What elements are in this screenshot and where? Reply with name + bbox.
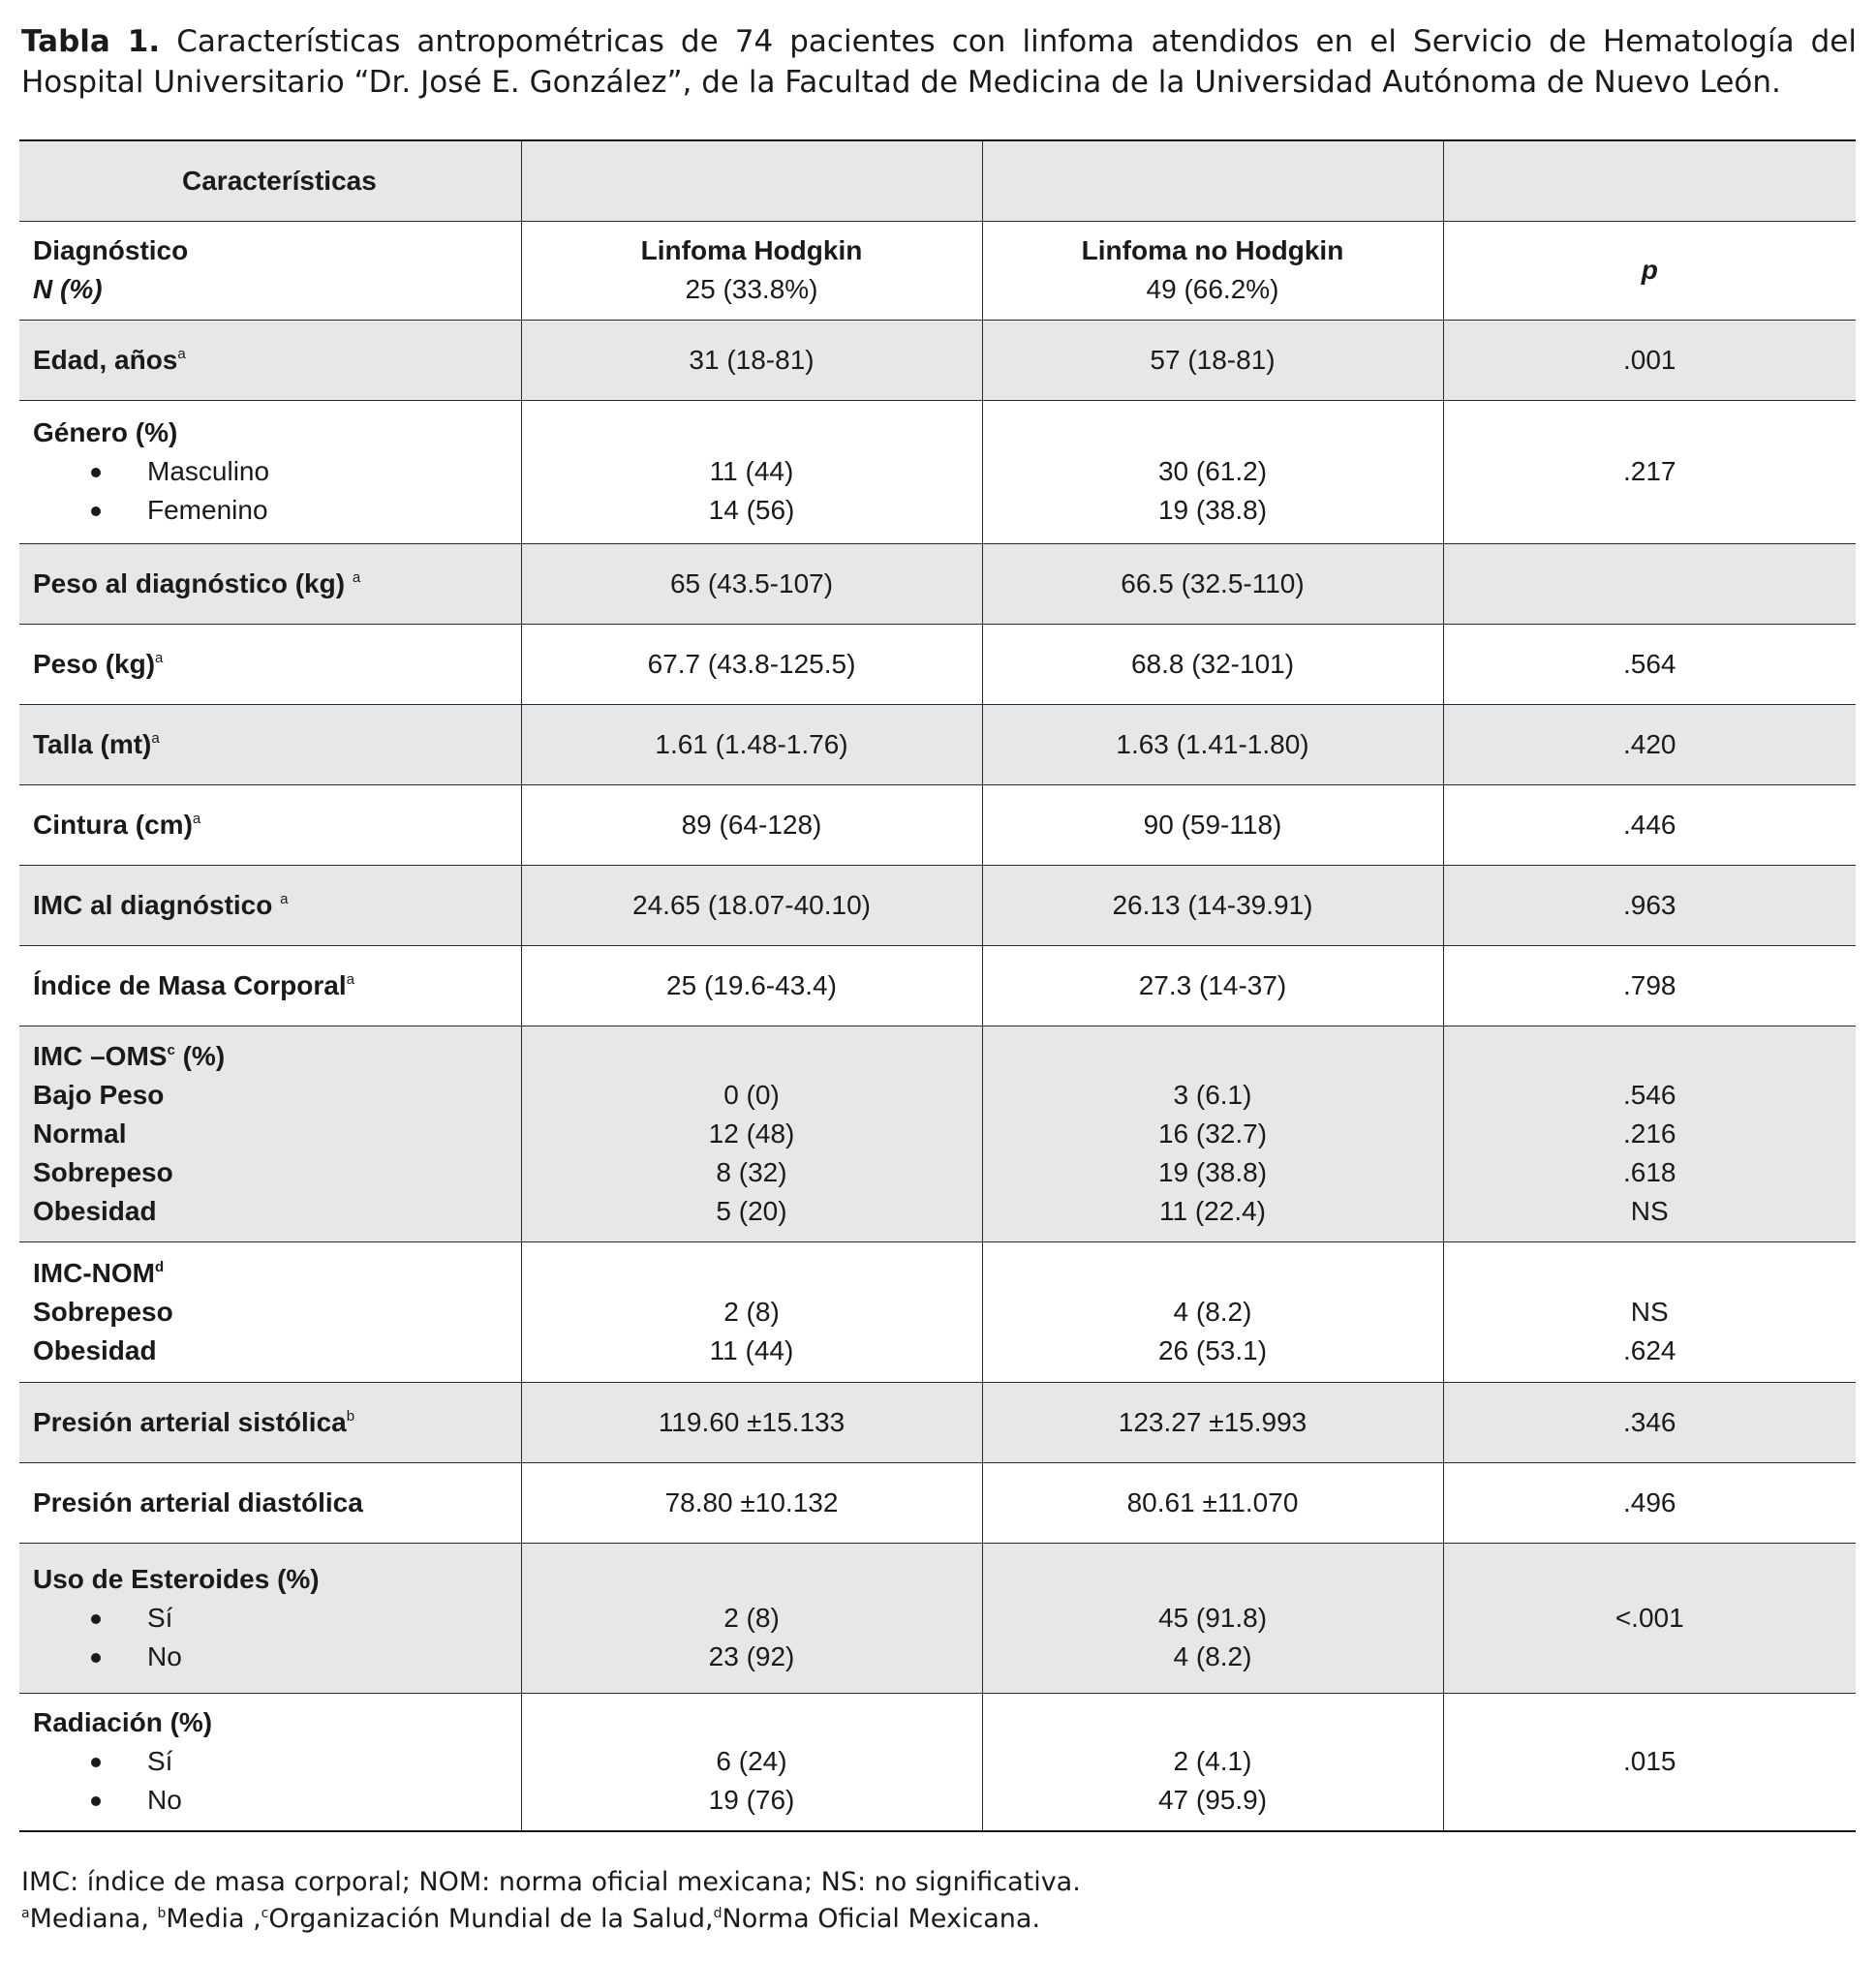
p-header: p: [1641, 255, 1658, 285]
header-cell-empty: [982, 140, 1443, 221]
sub-label: No: [147, 1785, 182, 1816]
p-value: .546: [1623, 1079, 1676, 1110]
hodgkin-value: 12 (48): [708, 1118, 795, 1149]
table-row: [19, 1462, 1856, 1543]
hodgkin-value: 1.61 (1.48-1.76): [521, 704, 982, 784]
hodgkin-values-cell: [521, 1241, 982, 1382]
table-row: [19, 1241, 1856, 1382]
p-value: .446: [1443, 784, 1856, 865]
row-label: Uso de Esteroides (%): [33, 1563, 320, 1594]
non-hodgkin-value: 16 (32.7): [1157, 1118, 1268, 1149]
table-row: [19, 624, 1856, 704]
non-hodgkin-value: 11 (22.4): [1159, 1195, 1266, 1226]
non-hodgkin-values-cell: [982, 1543, 1443, 1693]
non-hodgkin-value: 3 (6.1): [1173, 1079, 1252, 1110]
table-row: [19, 400, 1856, 543]
diagnosis-label: Diagnóstico: [33, 235, 189, 265]
non-hodgkin-n: 49 (66.2%): [1146, 274, 1279, 304]
hodgkin-value: 2 (8): [723, 1602, 780, 1633]
hodgkin-values-cell: [521, 400, 982, 543]
non-hodgkin-value: 47 (95.9): [1157, 1785, 1268, 1816]
sub-label: Normal: [33, 1118, 127, 1149]
row-label: IMC-NOM$^d$: [33, 1257, 165, 1288]
row-label: Edad, años: [33, 344, 178, 375]
sub-label: No: [147, 1640, 182, 1671]
p-value: .564: [1443, 624, 1856, 704]
non-hodgkin-value: 90 (59-118): [982, 784, 1443, 865]
hodgkin-value: 119.60 ±15.133: [521, 1382, 982, 1462]
hodgkin-value: 5 (20): [716, 1195, 787, 1226]
bullet-item: [33, 491, 507, 530]
non-hodgkin-value: 1.63 (1.41-1.80): [982, 704, 1443, 784]
table-caption: [21, 21, 1857, 103]
characteristics-table: [19, 139, 1856, 1832]
hodgkin-value: 89 (64-128): [521, 784, 982, 865]
row-label: Peso al diagnóstico (kg): [33, 567, 346, 598]
hodgkin-value: 0 (0): [723, 1079, 780, 1110]
row-label: IMC –OMS$^c$ (%): [33, 1040, 226, 1071]
hodgkin-value: 2 (8): [723, 1296, 780, 1327]
diagnosis-row: [19, 221, 1856, 320]
sub-label: Bajo Peso: [33, 1079, 165, 1110]
hodgkin-values-cell: [521, 1026, 982, 1241]
bullet-item: [33, 1781, 507, 1820]
hodgkin-value: 31 (18-81): [521, 320, 982, 400]
table-row: [19, 543, 1856, 624]
sub-label: Obesidad: [33, 1334, 157, 1365]
row-label: Índice de Masa Corporal: [33, 969, 347, 1000]
sub-label: Obesidad: [33, 1195, 157, 1226]
row-label: IMC al diagnóstico: [33, 889, 273, 920]
p-values-cell: [1443, 1241, 1856, 1382]
hodgkin-n: 25 (33.8%): [685, 274, 818, 304]
non-hodgkin-value: 30 (61.2): [1157, 456, 1268, 486]
hodgkin-value: 78.80 ±10.132: [521, 1462, 982, 1543]
footnote-marker: a: [177, 345, 186, 362]
row-label-cell: [19, 543, 521, 624]
non-hodgkin-value: 19 (38.8): [1157, 1156, 1268, 1187]
row-label: Presión arterial diastólica: [33, 1486, 363, 1517]
non-hodgkin-value: 26.13 (14-39.91): [982, 865, 1443, 945]
bullet-item: [33, 1638, 507, 1676]
footnote-marker: a: [192, 810, 201, 827]
header-cell-empty: [521, 140, 982, 221]
table-row: [19, 784, 1856, 865]
hodgkin-value: 6 (24): [716, 1746, 787, 1777]
table-row: [19, 945, 1856, 1026]
p-value: .798: [1443, 945, 1856, 1026]
footnote-marker: c: [167, 1041, 175, 1058]
header-cell-empty: [1443, 140, 1856, 221]
p-value: NS: [1630, 1296, 1669, 1327]
p-header-cell: [1443, 221, 1856, 320]
hodgkin-value: 8 (32): [716, 1156, 787, 1187]
footnote-marker: b: [346, 1407, 355, 1425]
non-hodgkin-values-cell: [982, 1693, 1443, 1831]
table-row: [19, 865, 1856, 945]
row-label: Talla (mt): [33, 728, 152, 759]
non-hodgkin-value: 2 (4.1): [1173, 1746, 1252, 1777]
hodgkin-header-cell: [521, 221, 982, 320]
p-value: .217: [1443, 400, 1856, 543]
table-row: [19, 1382, 1856, 1462]
row-label-cell: [19, 704, 521, 784]
row-label-cell: [19, 784, 521, 865]
non-hodgkin-value: 68.8 (32-101): [982, 624, 1443, 704]
n-percent-label: N (%): [33, 274, 103, 304]
footnote-marker: a: [352, 568, 361, 586]
p-value: .420: [1443, 704, 1856, 784]
non-hodgkin-header-cell: [982, 221, 1443, 320]
table-row: [19, 704, 1856, 784]
p-value: .216: [1623, 1118, 1676, 1149]
row-label: Peso (kg): [33, 648, 156, 679]
p-value: NS: [1630, 1195, 1669, 1226]
p-value: <.001: [1443, 1543, 1856, 1693]
header-cell-characteristics: [19, 140, 521, 221]
diagnosis-label-cell: [19, 221, 521, 320]
footnote-markers: $^a$Mediana, $^b$Media ,$^c$Organización Mundial de la Salud,$^d$Norma Oficial Mexicana.: [21, 1904, 1041, 1934]
hodgkin-value: 19 (76): [708, 1785, 795, 1816]
sub-label: Femenino: [147, 495, 268, 525]
row-label-cell: [19, 945, 521, 1026]
p-value: .496: [1443, 1462, 1856, 1543]
sub-label: Sobrepeso: [33, 1296, 173, 1327]
non-hodgkin-value: 4 (8.2): [1173, 1296, 1252, 1327]
footnote-marker: a: [346, 970, 354, 988]
hodgkin-values-cell: [521, 1693, 982, 1831]
non-hodgkin-value: 27.3 (14-37): [982, 945, 1443, 1026]
row-label: Radiación (%): [33, 1707, 213, 1738]
bullet-item: [33, 452, 507, 491]
table-header-row: [19, 140, 1856, 221]
sub-label: Sí: [147, 1746, 173, 1777]
sub-label: Sobrepeso: [33, 1156, 173, 1187]
non-hodgkin-value: 26 (53.1): [1157, 1334, 1268, 1365]
row-label-cell: [19, 320, 521, 400]
non-hodgkin-values-cell: [982, 1026, 1443, 1241]
footnote-marker: a: [280, 890, 289, 907]
table-row: [19, 320, 1856, 400]
table-row: [19, 1543, 1856, 1693]
p-value: .963: [1443, 865, 1856, 945]
non-hodgkin-header: Linfoma no Hodgkin: [1081, 235, 1344, 265]
row-label-cell: [19, 624, 521, 704]
row-label-cell: [19, 1462, 521, 1543]
non-hodgkin-values-cell: [982, 1241, 1443, 1382]
non-hodgkin-value: 66.5 (32.5-110): [982, 543, 1443, 624]
row-label: Presión arterial sistólica: [33, 1406, 347, 1437]
hodgkin-value: 24.65 (18.07-40.10): [521, 865, 982, 945]
p-value: [1443, 543, 1856, 624]
row-label-cell: [19, 400, 521, 543]
caption-text: Características antropométricas de 74 pacientes con linfoma atendidos en el Servicio de Hematología del Hospital Universitario “Dr. José E. González”, de la Facultad de Medicina de la Universidad Autónoma de Nuevo León.: [21, 24, 1857, 100]
row-label-cell: [19, 1543, 521, 1693]
bullet-item: [33, 1599, 507, 1638]
non-hodgkin-value: 19 (38.8): [1157, 495, 1268, 525]
non-hodgkin-values-cell: [982, 400, 1443, 543]
caption-label: Tabla 1.: [21, 24, 161, 59]
footnote-marker: a: [155, 649, 164, 666]
row-label-cell: [19, 1241, 521, 1382]
hodgkin-values-cell: [521, 1543, 982, 1693]
hodgkin-value: 65 (43.5-107): [521, 543, 982, 624]
table-row: [19, 1026, 1856, 1241]
bullet-item: [33, 1742, 507, 1781]
hodgkin-value: 14 (56): [708, 495, 795, 525]
non-hodgkin-value: 4 (8.2): [1173, 1640, 1252, 1671]
p-values-cell: [1443, 1026, 1856, 1241]
p-value: .618: [1623, 1156, 1676, 1187]
p-value: .624: [1623, 1334, 1676, 1365]
non-hodgkin-value: 57 (18-81): [982, 320, 1443, 400]
p-value: .346: [1443, 1382, 1856, 1462]
row-label-cell: [19, 865, 521, 945]
row-label-cell: [19, 1382, 521, 1462]
hodgkin-value: 25 (19.6-43.4): [521, 945, 982, 1026]
row-label: Género (%): [33, 417, 178, 447]
hodgkin-value: 23 (92): [708, 1640, 795, 1671]
hodgkin-value: 67.7 (43.8-125.5): [521, 624, 982, 704]
row-label-cell: [19, 1693, 521, 1831]
sub-label: Masculino: [147, 456, 270, 486]
footnote-marker: d: [154, 1258, 165, 1275]
non-hodgkin-value: 123.27 ±15.993: [982, 1382, 1443, 1462]
hodgkin-header: Linfoma Hodgkin: [640, 235, 863, 265]
characteristics-header: Características: [182, 165, 377, 196]
hodgkin-value: 11 (44): [709, 456, 794, 486]
footnote-marker: a: [151, 729, 160, 747]
p-value: .001: [1443, 320, 1856, 400]
table-row: [19, 1693, 1856, 1831]
row-label-cell: [19, 1026, 521, 1241]
p-value: .015: [1443, 1693, 1856, 1831]
non-hodgkin-value: 45 (91.8): [1157, 1602, 1268, 1633]
row-label: Cintura (cm): [33, 809, 193, 840]
table-footnotes: [21, 1864, 1852, 1938]
sub-label: Sí: [147, 1602, 173, 1633]
non-hodgkin-value: 80.61 ±11.070: [982, 1462, 1443, 1543]
footnote-abbreviations: IMC: índice de masa corporal; NOM: norma oficial mexicana; NS: no significativa.: [21, 1867, 1081, 1897]
hodgkin-value: 11 (44): [709, 1334, 794, 1365]
